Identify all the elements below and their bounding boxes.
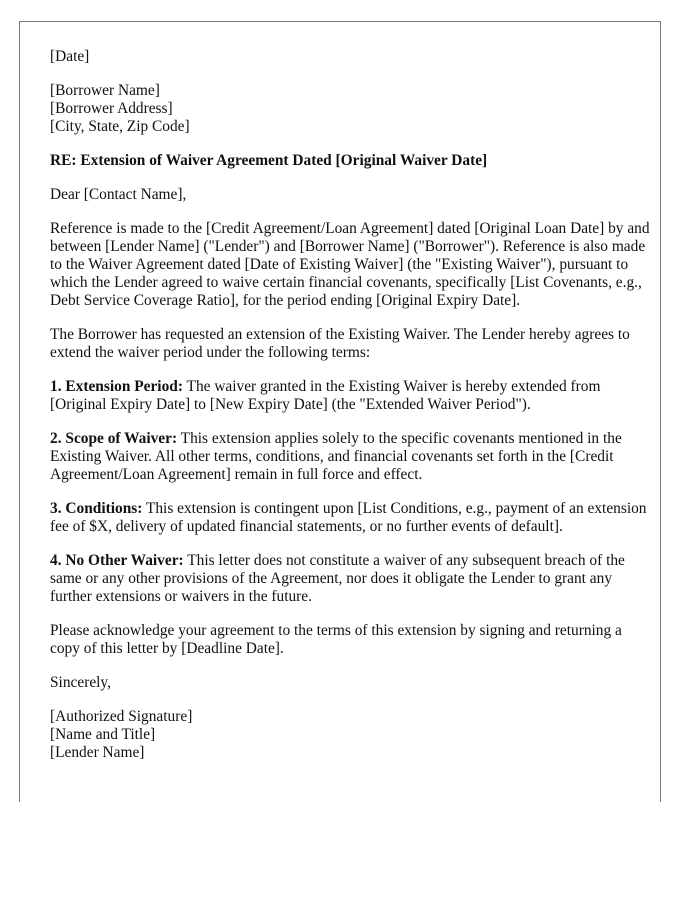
term-conditions <box>50 500 650 536</box>
reference-paragraph: Reference is made to the [Credit Agreement/Loan Agreement] dated [Original Loan Date] by and between [Lender Name] ("Lender") and [Borrower Name] ("Borrower"). Reference is also made to the Waiver Agreement dated [Date of Existing Waiver] (the "Existing Waiver"), pursuant to which the Lender agreed to waive certain financial covenants, specifically [List Covenants, e.g., Debt Service Coverage Ratio], for the period ending [Original Expiry Date]. <box>50 220 650 309</box>
term-heading: 2. Scope of Waiver: <box>50 430 178 447</box>
subject-line: RE: Extension of Waiver Agreement Dated [Original Waiver Date] <box>50 152 488 169</box>
term-heading: 1. Extension Period: <box>50 378 183 395</box>
borrower-name: [Borrower Name] <box>50 82 160 99</box>
name-and-title: [Name and Title] <box>50 726 156 743</box>
acknowledgement-paragraph: Please acknowledge your agreement to the terms of this extension by signing and returning a copy of this letter by [Deadline Date]. <box>50 622 622 657</box>
term-heading: 3. Conditions: <box>50 500 143 517</box>
letter-body <box>50 48 650 762</box>
term-heading: 4. No Other Waiver: <box>50 552 184 569</box>
borrower-city-state-zip: [City, State, Zip Code] <box>50 118 190 135</box>
closing: Sincerely, <box>50 674 111 691</box>
letter-date: [Date] <box>50 48 90 65</box>
term-text: This extension applies solely to the specific covenants mentioned in the Existing Waiver. All other terms, conditions, and financial covenants set forth in the [Credit Agreement/Loan Agreement] remain in full force and effect. <box>50 430 622 483</box>
lender-name: [Lender Name] <box>50 744 145 761</box>
term-scope-of-waiver <box>50 430 650 484</box>
signature-block <box>50 708 650 762</box>
borrower-address: [Borrower Address] <box>50 100 173 117</box>
authorized-signature: [Authorized Signature] <box>50 708 193 725</box>
request-paragraph: The Borrower has requested an extension of the Existing Waiver. The Lender hereby agrees to extend the waiver period under the following terms: <box>50 326 630 361</box>
letter-page <box>19 21 661 802</box>
term-extension-period <box>50 378 650 414</box>
term-no-other-waiver <box>50 552 650 606</box>
borrower-address-block <box>50 82 650 136</box>
term-text: The waiver granted in the Existing Waiver is hereby extended from [Original Expiry Date] to [New Expiry Date] (the "Extended Waiver Period"). <box>50 378 601 413</box>
salutation: Dear [Contact Name], <box>50 186 187 203</box>
term-text: This extension is contingent upon [List Conditions, e.g., payment of an extension fee of $X, delivery of updated financial statements, or no further events of default]. <box>50 500 647 535</box>
term-text: This letter does not constitute a waiver of any subsequent breach of the same or any other provisions of the Agreement, nor does it obligate the Lender to grant any further extensions or waivers in the future. <box>50 552 625 605</box>
